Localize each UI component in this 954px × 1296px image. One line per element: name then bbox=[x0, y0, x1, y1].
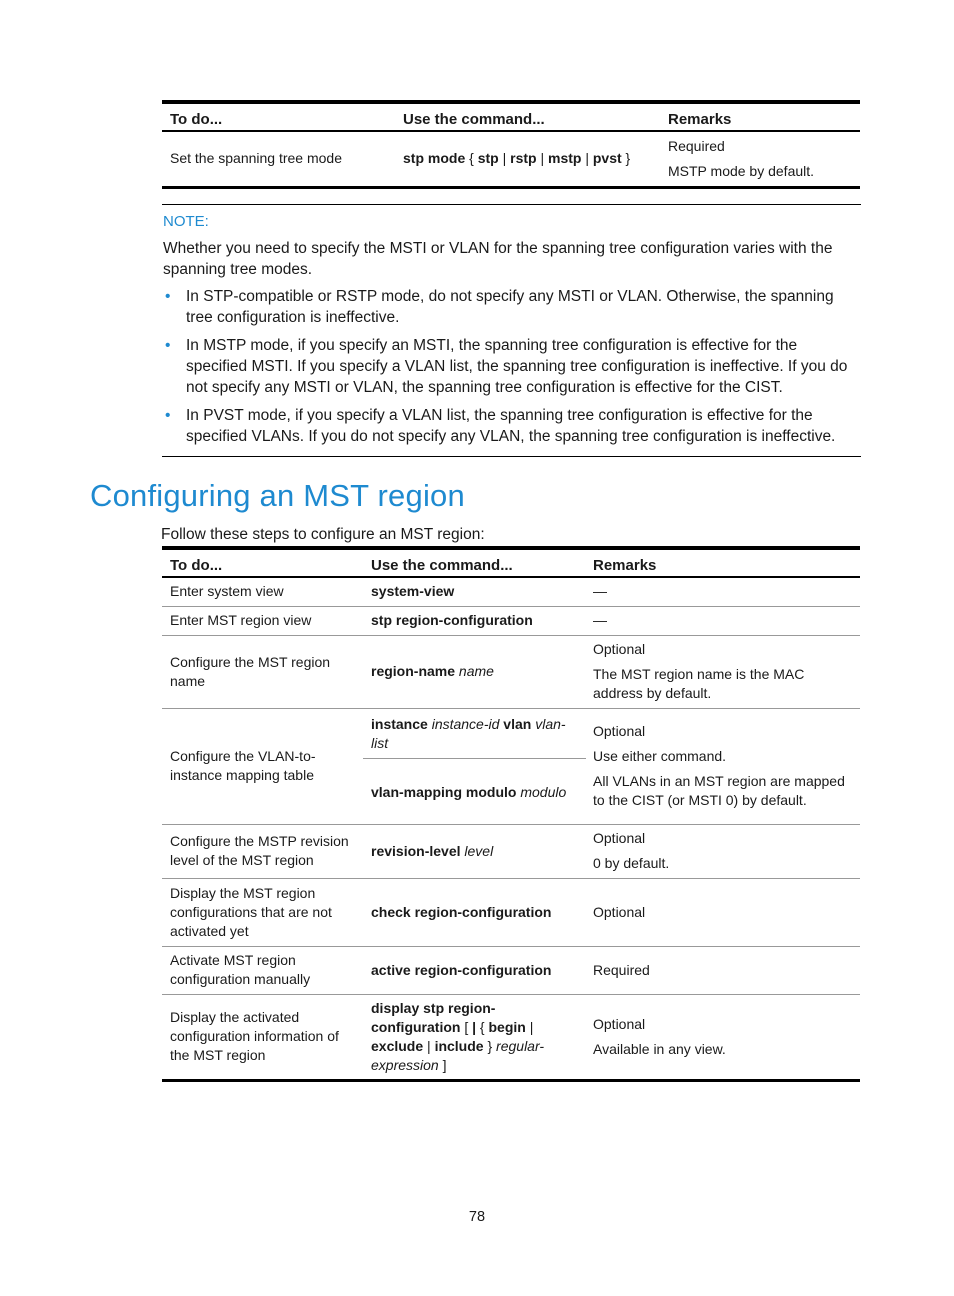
command-syntax: | bbox=[525, 1018, 538, 1035]
bullet-icon: • bbox=[165, 407, 171, 424]
command-syntax: [ bbox=[460, 1018, 473, 1035]
remark-line: Optional bbox=[593, 830, 646, 846]
command-syntax: | bbox=[498, 150, 511, 167]
remark-line: Required bbox=[668, 137, 725, 154]
table-row bbox=[162, 878, 860, 946]
column-header-todo: To do... bbox=[170, 111, 223, 128]
command-syntax: | bbox=[536, 150, 548, 167]
remark-line: Use either command. bbox=[593, 748, 727, 764]
note-box bbox=[162, 204, 861, 457]
remark-line: Available in any view. bbox=[593, 1040, 726, 1057]
command-keyword: revision-level bbox=[371, 842, 461, 859]
remark-line: Optional bbox=[593, 1015, 646, 1032]
remark-line: — bbox=[593, 583, 607, 600]
remarks-cell bbox=[585, 994, 860, 1080]
column-header-remarks: Remarks bbox=[668, 111, 732, 128]
table-row bbox=[162, 708, 860, 824]
command-syntax: } bbox=[621, 150, 631, 167]
todo-cell: Configure the VLAN-to-instance mapping table bbox=[170, 748, 316, 783]
table-row bbox=[162, 635, 860, 708]
table-row bbox=[162, 131, 860, 187]
table-row bbox=[162, 606, 860, 635]
command-keyword: rstp bbox=[510, 150, 537, 167]
command-cell bbox=[363, 606, 585, 635]
remark-line: Optional bbox=[593, 641, 646, 657]
remarks-cell bbox=[585, 606, 860, 635]
command-argument: instance-id bbox=[427, 715, 504, 732]
mst-region-steps-table bbox=[162, 546, 860, 1082]
command-cell bbox=[363, 708, 585, 824]
remark-line: Required bbox=[593, 961, 650, 978]
table-header-row bbox=[162, 548, 860, 577]
command-keyword: stp region-configuration bbox=[371, 612, 533, 628]
column-header-remarks: Remarks bbox=[593, 557, 657, 574]
bullet-icon: • bbox=[165, 288, 171, 305]
command-keyword: active region-configuration bbox=[371, 961, 552, 978]
command-keyword: include bbox=[434, 1037, 484, 1054]
command-option-a bbox=[363, 709, 586, 759]
command-keyword: exclude bbox=[371, 1037, 424, 1054]
remark-line: Optional bbox=[593, 723, 646, 739]
bullet-text: In MSTP mode, if you specify an MSTI, the spanning tree configuration is effective for the specified MSTI. If you specify a VLAN list, the spanning tree configuration is ineffective. If you do not specify any MSTI or VLAN, the spanning tree configuration is effective for the CIST. bbox=[186, 337, 848, 396]
remarks-cell bbox=[585, 824, 860, 878]
todo-cell: Enter system view bbox=[170, 583, 284, 600]
command-cell bbox=[363, 824, 585, 878]
command-keyword: vlan bbox=[503, 715, 532, 732]
command-cell bbox=[363, 577, 585, 606]
command-keyword: check region-configuration bbox=[371, 903, 552, 920]
remark-line: The MST region name is the MAC address by default. bbox=[593, 666, 805, 701]
command-keyword: system-view bbox=[371, 583, 455, 600]
section-intro: Follow these steps to configure an MST region: bbox=[161, 526, 485, 543]
page-number: 78 bbox=[468, 1209, 486, 1225]
note-bullet-item bbox=[163, 286, 861, 328]
bullet-text: In STP-compatible or RSTP mode, do not specify any MSTI or VLAN. Otherwise, the spanning tree configuration is ineffective. bbox=[186, 288, 834, 326]
note-bullet-item bbox=[163, 405, 861, 447]
remarks-cell bbox=[585, 708, 860, 824]
command-option-b bbox=[363, 759, 585, 824]
command-keyword: stp mode bbox=[403, 150, 466, 167]
command-cell bbox=[363, 994, 585, 1080]
column-header-todo: To do... bbox=[170, 557, 223, 574]
command-keyword: instance bbox=[371, 715, 428, 732]
remark-line: MSTP mode by default. bbox=[668, 162, 815, 179]
command-keyword: display stp region-configuration bbox=[371, 999, 496, 1035]
note-bullet-item bbox=[163, 335, 861, 398]
command-keyword: mstp bbox=[548, 150, 582, 167]
todo-cell: Display the activated configuration information of the MST region bbox=[170, 1009, 339, 1063]
remark-line: Optional bbox=[593, 903, 646, 920]
command-syntax: { bbox=[465, 150, 478, 167]
remarks-cell bbox=[585, 946, 860, 994]
command-cell bbox=[363, 635, 585, 708]
command-syntax: } bbox=[483, 1037, 497, 1054]
command-keyword: region-name bbox=[371, 663, 456, 679]
spanning-tree-mode-table bbox=[162, 100, 860, 189]
table-row bbox=[162, 824, 860, 878]
command-argument: name bbox=[455, 663, 494, 679]
remark-line: 0 by default. bbox=[593, 855, 670, 871]
column-header-command: Use the command... bbox=[371, 557, 513, 574]
command-syntax: | bbox=[581, 150, 593, 167]
section-heading: Configuring an MST region bbox=[90, 478, 465, 513]
todo-cell: Set the spanning tree mode bbox=[170, 150, 343, 167]
command-keyword: vlan-mapping modulo bbox=[371, 783, 517, 800]
todo-cell: Activate MST region configuration manually bbox=[170, 952, 311, 987]
bullet-icon: • bbox=[165, 337, 171, 354]
todo-cell: Configure the MST region name bbox=[170, 653, 331, 689]
remarks-cell bbox=[585, 577, 860, 606]
command-cell bbox=[363, 946, 585, 994]
note-bullet-list bbox=[163, 286, 861, 447]
command-syntax: ] bbox=[438, 1056, 447, 1073]
todo-cell: Configure the MSTP revision level of the MST region bbox=[170, 833, 349, 868]
remarks-cell bbox=[660, 131, 860, 187]
remark-line: — bbox=[593, 612, 607, 628]
todo-cell: Enter MST region view bbox=[170, 612, 312, 628]
column-header-command: Use the command... bbox=[403, 111, 545, 128]
command-keyword: | bbox=[472, 1018, 477, 1035]
command-cell bbox=[395, 131, 660, 187]
command-keyword: begin bbox=[488, 1018, 526, 1035]
command-syntax: { bbox=[476, 1018, 489, 1035]
table-row bbox=[162, 946, 860, 994]
bullet-text: In PVST mode, if you specify a VLAN list, the spanning tree configuration is effective for the specified VLANs. If you do not specify any VLAN, the spanning tree configuration is ineffective. bbox=[186, 407, 836, 445]
table-row bbox=[162, 994, 860, 1080]
command-argument: vlan-list bbox=[371, 715, 566, 751]
command-keyword: pvst bbox=[592, 150, 622, 167]
todo-cell: Display the MST region configurations that are not activated yet bbox=[170, 884, 332, 939]
remarks-cell bbox=[585, 878, 860, 946]
note-label: NOTE: bbox=[163, 213, 209, 230]
note-intro: Whether you need to specify the MSTI or VLAN for the spanning tree configuration varies with the spanning tree modes. bbox=[163, 240, 833, 278]
command-keyword: stp bbox=[477, 150, 499, 167]
table-row bbox=[162, 577, 860, 606]
table-header-row bbox=[162, 102, 860, 131]
remark-line: All VLANs in an MST region are mapped to the CIST (or MSTI 0) by default. bbox=[593, 773, 845, 808]
remarks-cell bbox=[585, 635, 860, 708]
command-argument: regular-expression bbox=[371, 1037, 545, 1073]
command-syntax: | bbox=[423, 1037, 435, 1054]
command-argument: modulo bbox=[516, 783, 567, 800]
command-cell bbox=[363, 878, 585, 946]
command-argument: level bbox=[460, 842, 494, 859]
